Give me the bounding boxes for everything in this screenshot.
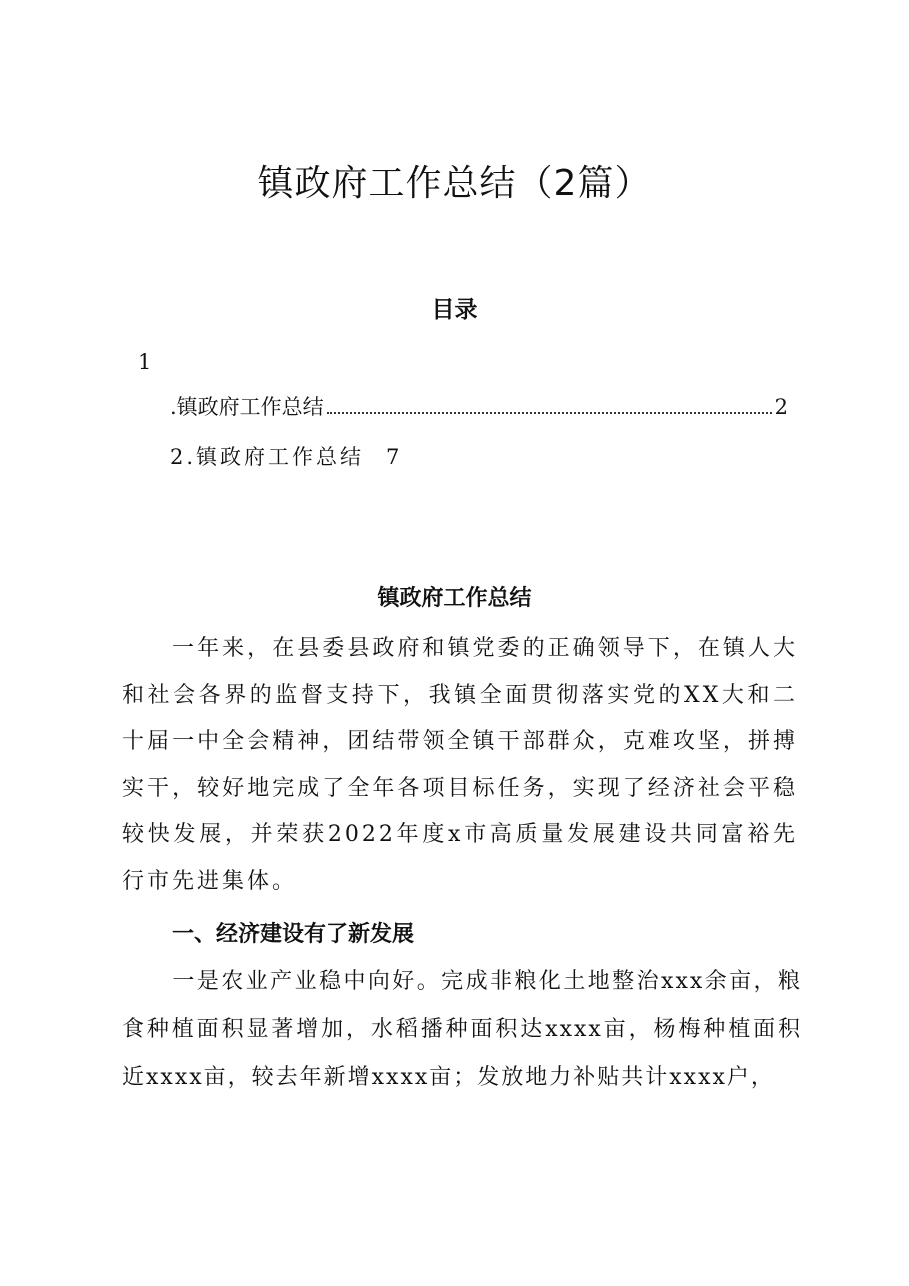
toc-item-1-number: 1 [138,350,152,374]
toc-item-2[interactable] [170,440,399,474]
toc-item-1-page: 2 [774,395,788,419]
document-title: 镇政府工作总结（2篇） [257,163,652,204]
section-heading-1: 一、经济建设有了新发展 [172,922,415,947]
toc-heading: 目录 [431,296,478,323]
body-paragraph-1-text: 一年来，在县委县政府和镇党委的正确领导下，在镇人大和社会各界的监督支持下，我镇全面贯彻落实党的XX大和二十届一中全会精神，团结带领全镇干部群众，克难攻坚，拼搏实干，较好地完成了全年各项目标任务，实现了经济社会平稳较快发展，并荣获2022年度x市高质量发展建设共同富裕先行市先进集体。 [122,636,798,894]
toc-item-2-page: 7 [386,445,400,469]
toc-dot-leader [327,411,772,414]
body-paragraph-1 [122,626,798,906]
toc-item-1-label: .镇政府工作总结 [170,395,324,419]
body-paragraph-2 [122,958,802,1102]
section-title: 镇政府工作总结 [377,585,532,611]
toc-item-2-label: 2.镇政府工作总结 [170,445,365,469]
toc-item-1[interactable] [170,390,788,424]
body-paragraph-2-text: 一是农业产业稳中向好。完成非粮化土地整治xxx余亩，粮食种植面积显著增加，水稻播种面积达xxxx亩，杨梅种植面积近xxxx亩，较去年新增xxxx亩；发放地力补贴共计xxxx户， [122,969,802,1090]
